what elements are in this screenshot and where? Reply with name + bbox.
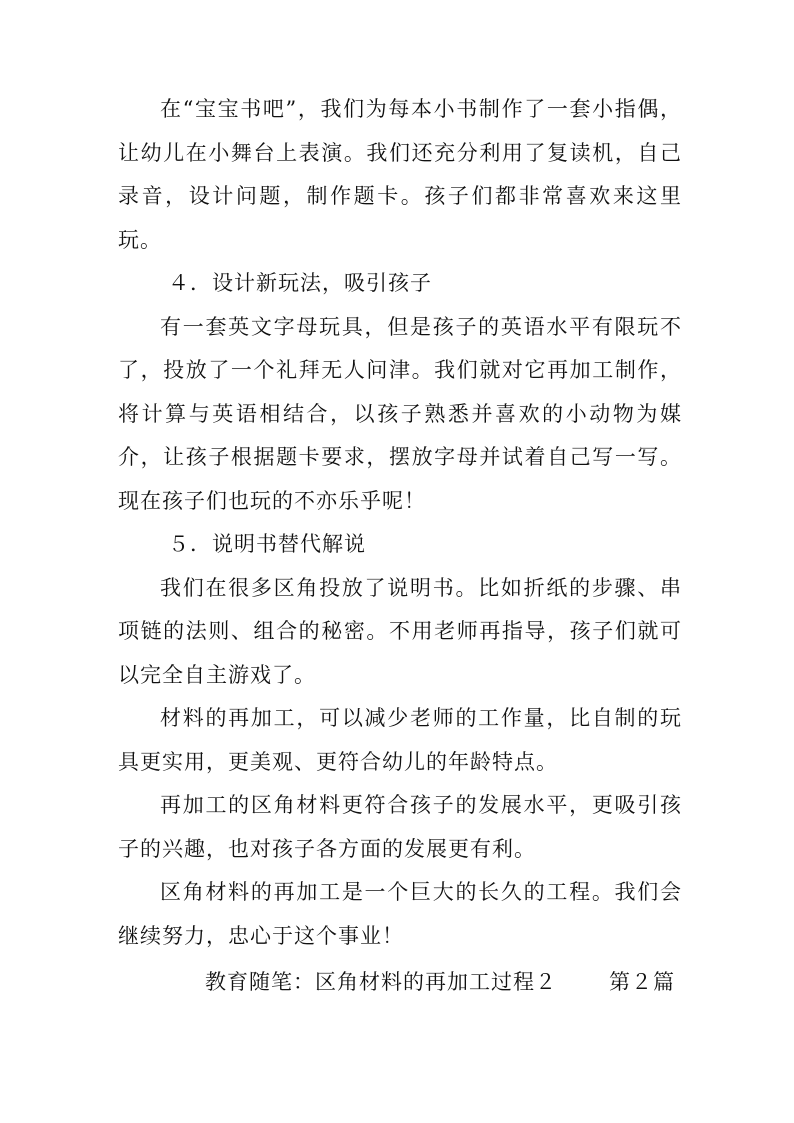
article-number: 第２篇: [609, 970, 675, 994]
section-5-heading: ５．说明书替代解说: [168, 532, 366, 556]
conclusion-paragraph-2: 再加工的区角材料更符合孩子的发展水平，更吸引孩子的兴趣，也对孩子各方面的发展更有利。: [118, 793, 682, 861]
document-body: [118, 88, 682, 958]
next-article-title: 教育随笔：区角材料的再加工过程２: [205, 970, 557, 994]
section-5-paragraph: 我们在很多区角投放了说明书。比如折纸的步骤、串项链的法则、组合的秘密。不用老师再指导，孩子们就可以完全自主游戏了。: [118, 575, 682, 687]
article-footer: [205, 966, 675, 998]
conclusion-paragraph-1: 材料的再加工，可以减少老师的工作量，比自制的玩具更实用，更美观、更符合幼儿的年龄特点。: [118, 706, 682, 774]
section-4-heading: ４．设计新玩法，吸引孩子: [168, 271, 432, 295]
intro-paragraph: 在“宝宝书吧”，我们为每本小书制作了一套小指偶，让幼儿在小舞台上表演。我们还充分利用了复读机，自己录音，设计问题，制作题卡。孩子们都非常喜欢来这里玩。: [118, 97, 682, 252]
section-4-paragraph: 有一套英文字母玩具，但是孩子的英语水平有限玩不了，投放了一个礼拜无人问津。我们就对它再加工制作，将计算与英语相结合，以孩子熟悉并喜欢的小动物为媒介，让孩子根据题卡要求，摆放字母并试着自己写一写。现在孩子们也玩的不亦乐乎呢！: [118, 314, 682, 513]
conclusion-paragraph-3: 区角材料的再加工是一个巨大的长久的工程。我们会继续努力，忠心于这个事业！: [118, 880, 682, 948]
